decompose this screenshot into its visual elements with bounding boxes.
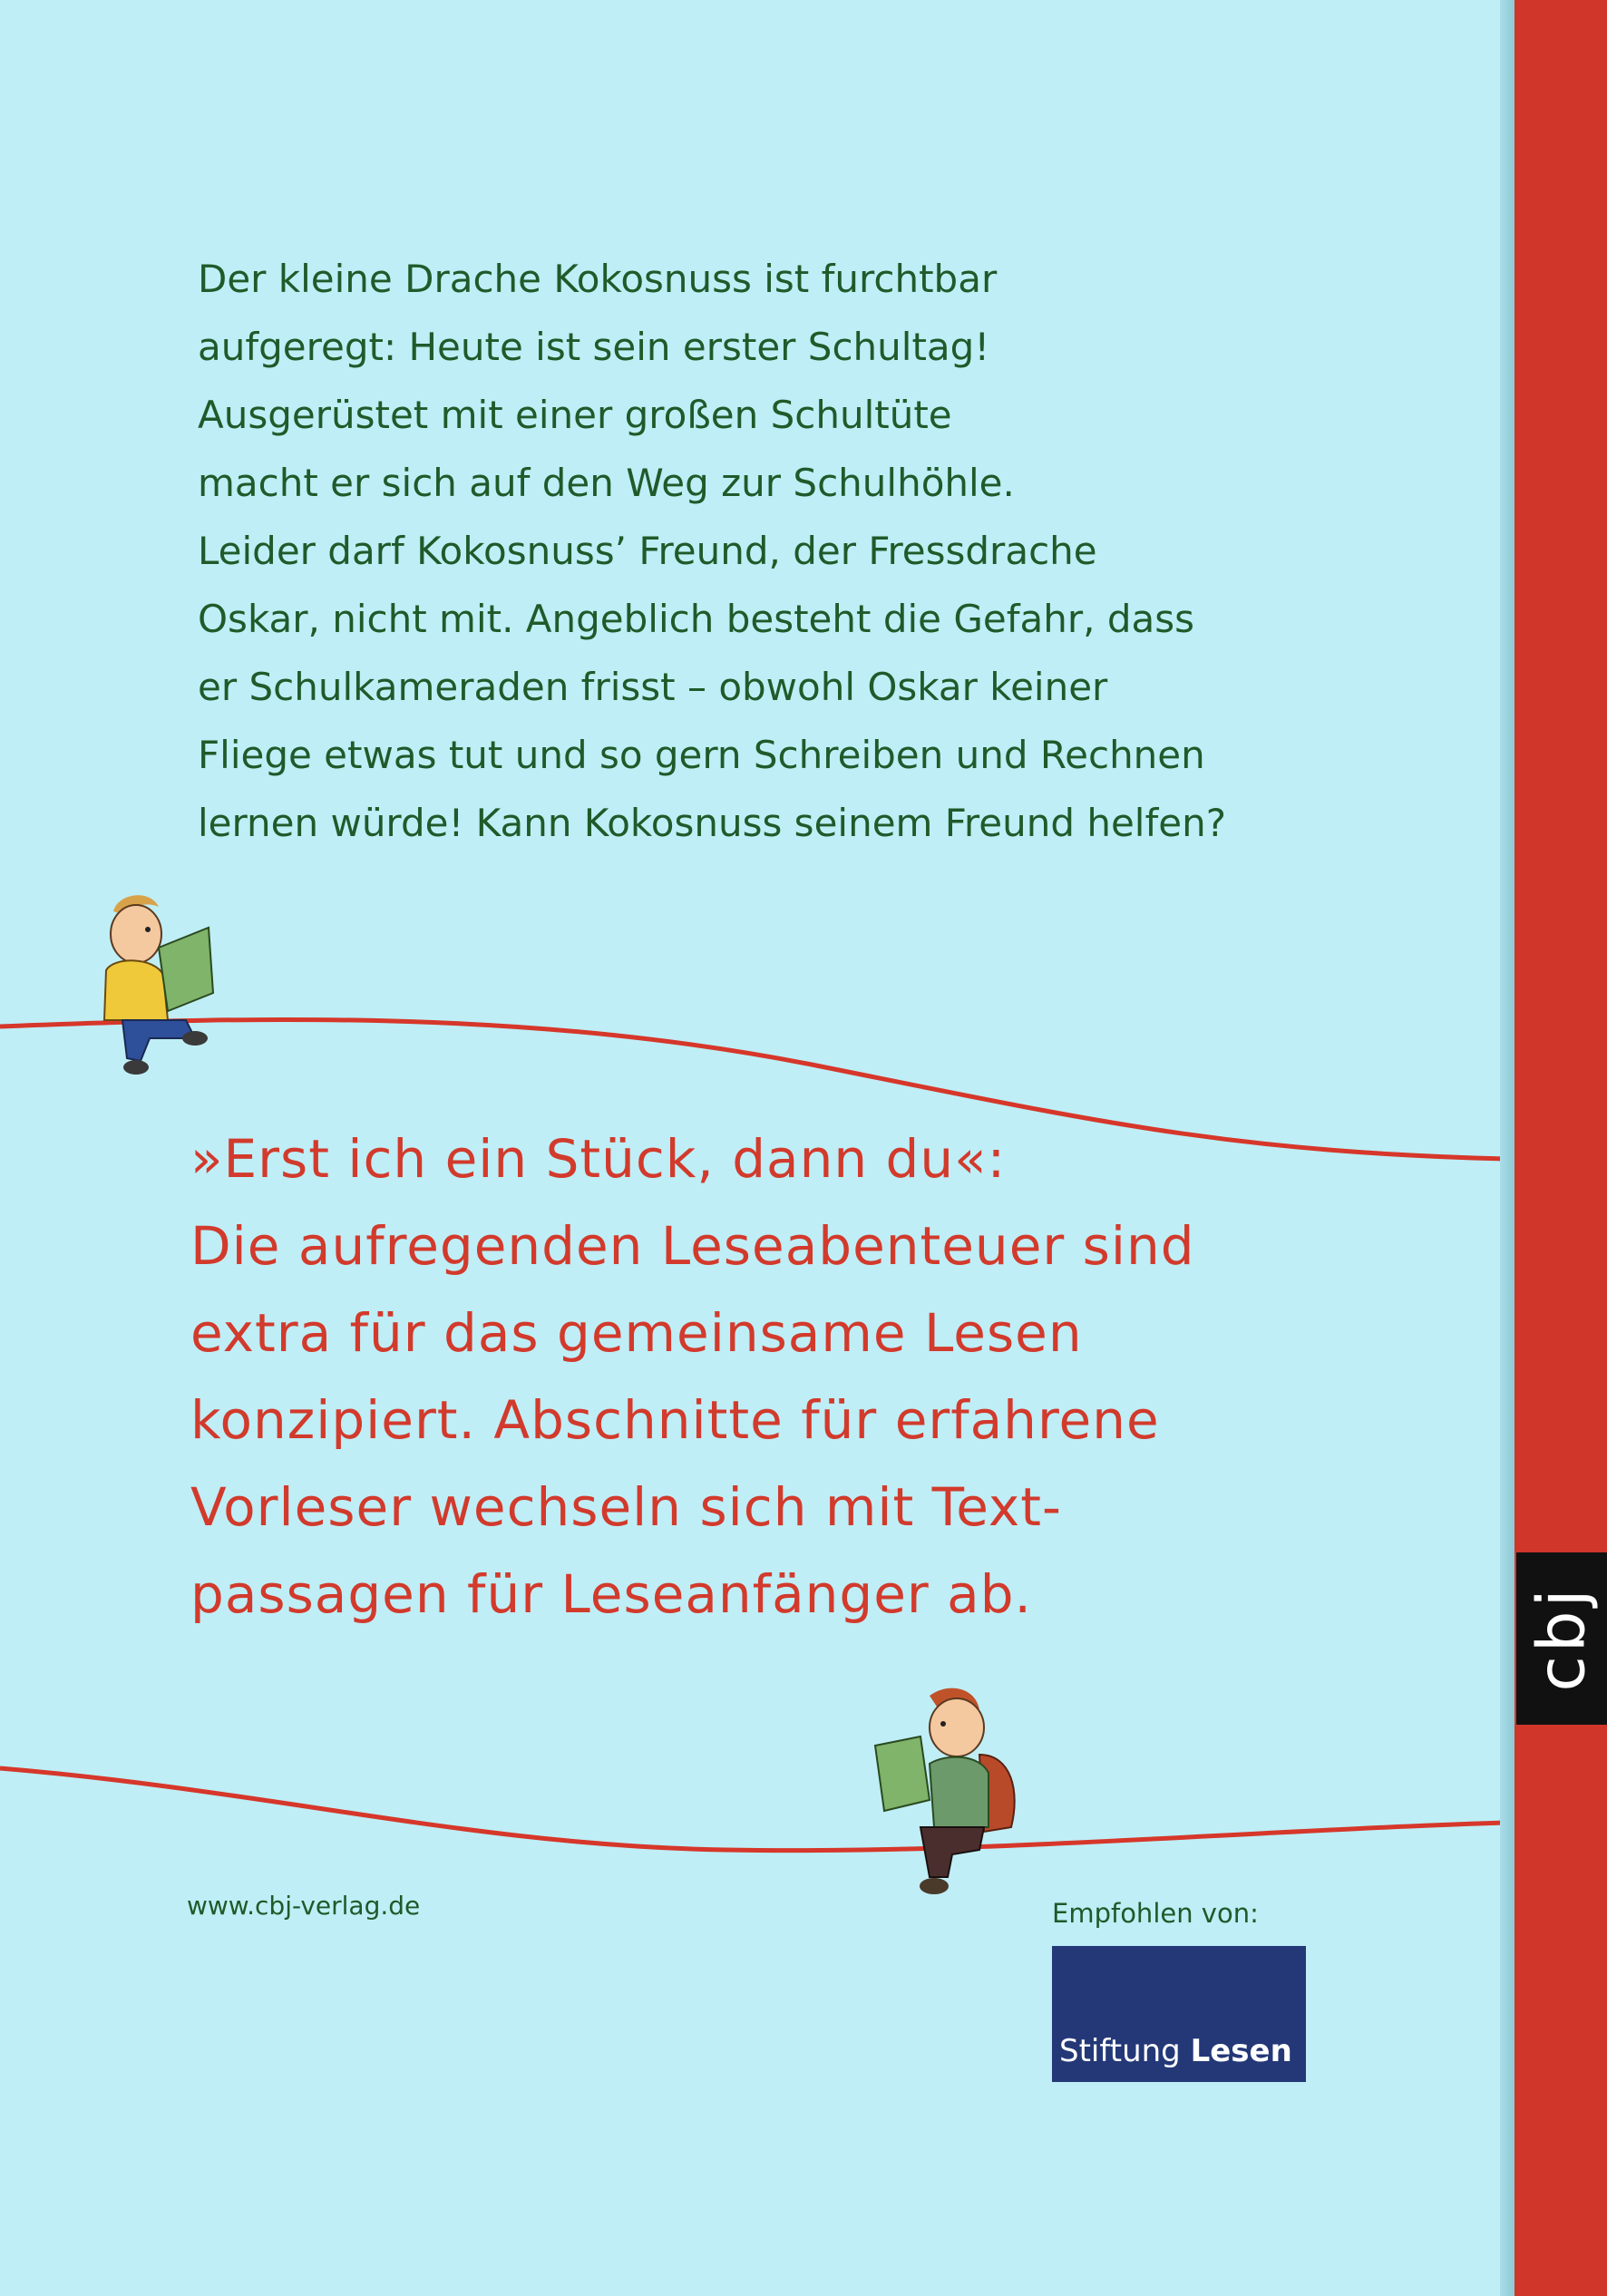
blurb-line: macht er sich auf den Weg zur Schulhöhle. [198,461,1015,505]
recommended-label: Empfohlen von: [1052,1898,1259,1929]
blurb-line: er Schulkameraden frisst – obwohl Oskar keiner [198,665,1108,709]
spine [1514,0,1607,2296]
stiftung-bold: Lesen [1190,2033,1292,2069]
promo-line: passagen für Leseanfänger ab. [190,1563,1032,1625]
spine-edge [1500,0,1514,2296]
promo-line: »Erst ich ein Stück, dann du«: [190,1128,1007,1190]
blurb-text [198,245,1377,857]
blurb-line: Ausgerüstet mit einer großen Schultüte [198,393,952,437]
reading-boy-right-illustration [875,1688,1015,1894]
blurb-line: Der kleine Drache Kokosnuss ist furchtbar [198,257,998,301]
stiftung-lesen-text [1059,2033,1292,2069]
stiftung-light: Stiftung [1059,2033,1191,2069]
blurb-line: Fliege etwas tut und so gern Schreiben und Rechnen [198,733,1205,777]
blurb-line: lernen würde! Kann Kokosnuss seinem Freund helfen? [198,801,1226,845]
blurb-line: aufgeregt: Heute ist sein erster Schultag! [198,325,990,369]
bottom-wave-line [0,1768,1505,1851]
promo-text [190,1115,1369,1638]
promo-line: extra für das gemeinsame Lesen [190,1302,1083,1364]
reading-boy-left-illustration [104,895,213,1075]
blurb-line: Leider darf Kokosnuss’ Freund, der Fressdrache [198,529,1097,573]
promo-line: Vorleser wechseln sich mit Text- [190,1476,1062,1538]
publisher-url[interactable]: www.cbj-verlag.de [187,1891,421,1921]
promo-line: Die aufregenden Leseabenteuer sind [190,1215,1195,1277]
cbj-logo [1516,1552,1607,1725]
blurb-line: Oskar, nicht mit. Angeblich besteht die Gefahr, dass [198,597,1195,641]
promo-line: konzipiert. Abschnitte für erfahrene [190,1389,1160,1451]
cbj-logo-text: cbj [1524,1585,1601,1692]
stiftung-lesen-logo [1052,1946,1306,2082]
